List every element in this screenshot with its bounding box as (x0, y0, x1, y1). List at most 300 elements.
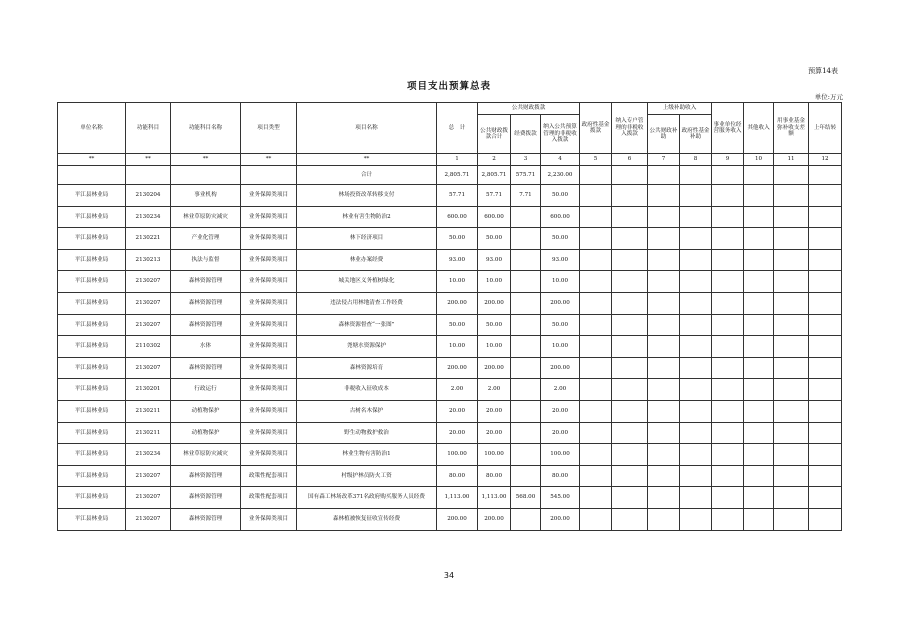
func-code-cell: 2130207 (126, 271, 171, 293)
non-tax-cell: 200.00 (541, 508, 580, 530)
empty-cell (809, 444, 842, 466)
funding-cell (511, 508, 541, 530)
header-non-tax: 纳入公共预算管理的非税收入拨款 (541, 115, 580, 154)
empty-cell (712, 444, 744, 466)
empty-cell (774, 292, 809, 314)
total-cell: 100.00 (437, 444, 478, 466)
func-name-cell: 森林资源管理 (171, 271, 241, 293)
unit-name-cell: 平江县林业局 (58, 185, 126, 207)
func-name-cell: 林业草原防灾减灾 (171, 444, 241, 466)
non-tax-cell: 50.00 (541, 314, 580, 336)
empty-cell (612, 400, 648, 422)
table-row (58, 271, 842, 293)
non-tax-cell: 10.00 (541, 271, 580, 293)
total-value-cell: 575.71 (511, 166, 541, 185)
func-name-cell: 执法与监督 (171, 249, 241, 271)
index-cell: 6 (612, 154, 648, 166)
func-name-cell: 动植物保护 (171, 400, 241, 422)
empty-cell (648, 271, 680, 293)
func-code-cell: 2130234 (126, 206, 171, 228)
func-name-cell: 事业机构 (171, 185, 241, 207)
funding-cell: 568.00 (511, 487, 541, 509)
index-cell: ** (241, 154, 297, 166)
func-code-cell: 2130207 (126, 487, 171, 509)
unit-name-cell: 平江县林业局 (58, 422, 126, 444)
project-type-cell: 业务保障类项目 (241, 185, 297, 207)
funding-cell (511, 206, 541, 228)
func-code-cell: 2130213 (126, 249, 171, 271)
empty-cell (580, 336, 612, 358)
table-row (58, 508, 842, 530)
empty-cell (744, 336, 774, 358)
funding-cell (511, 400, 541, 422)
header-carryover: 上年结转 (809, 103, 842, 154)
empty-cell (580, 422, 612, 444)
empty-cell (680, 400, 712, 422)
funding-cell: 7.71 (511, 185, 541, 207)
project-name-cell: 森林资源督查“一张图” (297, 314, 437, 336)
empty-cell (680, 357, 712, 379)
total-empty-cell (126, 166, 171, 185)
empty-cell (744, 185, 774, 207)
funding-cell (511, 249, 541, 271)
table-row (58, 465, 842, 487)
empty-cell (612, 465, 648, 487)
non-tax-cell: 20.00 (541, 422, 580, 444)
empty-cell (680, 292, 712, 314)
empty-cell (680, 314, 712, 336)
non-tax-cell: 20.00 (541, 400, 580, 422)
public-finance-total-cell: 2.00 (478, 379, 511, 401)
total-label: 合计 (297, 166, 437, 185)
index-cell: ** (126, 154, 171, 166)
empty-cell (648, 508, 680, 530)
empty-cell (612, 422, 648, 444)
project-name-cell: 野生动物救护救治 (297, 422, 437, 444)
unit-name-cell: 平江县林业局 (58, 444, 126, 466)
empty-cell (680, 379, 712, 401)
project-name-cell: 林下经济项目 (297, 228, 437, 250)
header-total: 总 计 (437, 103, 478, 154)
empty-cell (712, 185, 744, 207)
empty-cell (774, 400, 809, 422)
func-code-cell: 2130211 (126, 400, 171, 422)
empty-cell (648, 487, 680, 509)
empty-cell (612, 249, 648, 271)
funding-cell (511, 271, 541, 293)
empty-cell (648, 400, 680, 422)
project-name-cell: 林场投资改革转移支付 (297, 185, 437, 207)
empty-cell (580, 206, 612, 228)
func-code-cell: 2130207 (126, 465, 171, 487)
total-empty-cell (171, 166, 241, 185)
empty-cell (774, 379, 809, 401)
empty-cell (580, 400, 612, 422)
non-tax-cell: 545.00 (541, 487, 580, 509)
unit-name-cell: 平江县林业局 (58, 292, 126, 314)
func-name-cell: 森林资源管理 (171, 357, 241, 379)
empty-cell (680, 487, 712, 509)
table-row (58, 487, 842, 509)
empty-cell (648, 465, 680, 487)
empty-cell (580, 292, 612, 314)
table-row (58, 314, 842, 336)
empty-cell (680, 336, 712, 358)
func-name-cell: 森林资源管理 (171, 465, 241, 487)
index-row (58, 154, 842, 166)
header-func-subject: 功能科目 (126, 103, 171, 154)
form-number-label: 预算14表 (808, 67, 838, 75)
empty-cell (612, 271, 648, 293)
empty-cell (648, 249, 680, 271)
empty-cell (580, 185, 612, 207)
empty-cell (580, 444, 612, 466)
empty-cell (712, 228, 744, 250)
index-cell: 5 (580, 154, 612, 166)
project-type-cell: 业务保障类项目 (241, 206, 297, 228)
index-cell: 7 (648, 154, 680, 166)
empty-cell (809, 487, 842, 509)
empty-cell (809, 400, 842, 422)
project-type-cell: 业务保障类项目 (241, 336, 297, 358)
empty-cell (612, 336, 648, 358)
index-cell: 2 (478, 154, 511, 166)
unit-label: 单位:万元 (814, 93, 843, 101)
empty-cell (680, 444, 712, 466)
unit-name-cell: 平江县林业局 (58, 249, 126, 271)
empty-cell (712, 336, 744, 358)
total-value-cell (612, 166, 648, 185)
empty-cell (680, 185, 712, 207)
empty-cell (712, 249, 744, 271)
unit-name-cell: 平江县林业局 (58, 400, 126, 422)
index-cell: 11 (774, 154, 809, 166)
project-type-cell: 业务保障类项目 (241, 422, 297, 444)
index-cell: 3 (511, 154, 541, 166)
funding-cell (511, 379, 541, 401)
unit-name-cell: 平江县林业局 (58, 206, 126, 228)
public-finance-total-cell: 50.00 (478, 314, 511, 336)
page-title: 项目支出预算总表 (406, 81, 491, 92)
empty-cell (774, 314, 809, 336)
total-cell: 80.00 (437, 465, 478, 487)
project-name-cell: 城关地区义务植树绿化 (297, 271, 437, 293)
index-cell: 4 (541, 154, 580, 166)
empty-cell (612, 379, 648, 401)
unit-name-cell: 平江县林业局 (58, 271, 126, 293)
public-finance-total-cell: 50.00 (478, 228, 511, 250)
empty-cell (809, 314, 842, 336)
total-cell: 50.00 (437, 314, 478, 336)
header-public-finance-total: 公共财政拨款合计 (478, 115, 511, 154)
empty-cell (774, 336, 809, 358)
unit-name-cell: 平江县林业局 (58, 357, 126, 379)
public-finance-total-cell: 1,113.00 (478, 487, 511, 509)
total-cell: 1,113.00 (437, 487, 478, 509)
empty-cell (744, 379, 774, 401)
index-cell: 1 (437, 154, 478, 166)
empty-cell (612, 185, 648, 207)
total-empty-cell (241, 166, 297, 185)
empty-cell (712, 379, 744, 401)
funding-cell (511, 357, 541, 379)
empty-cell (648, 292, 680, 314)
total-cell: 10.00 (437, 336, 478, 358)
empty-cell (712, 206, 744, 228)
empty-cell (712, 292, 744, 314)
total-value-cell (648, 166, 680, 185)
empty-cell (809, 271, 842, 293)
empty-cell (774, 249, 809, 271)
total-value-cell (680, 166, 712, 185)
func-code-cell: 2130207 (126, 357, 171, 379)
unit-name-cell: 平江县林业局 (58, 508, 126, 530)
project-name-cell: 森林植被恢复征收宣传经费 (297, 508, 437, 530)
project-type-cell: 业务保障类项目 (241, 292, 297, 314)
func-code-cell: 2130211 (126, 422, 171, 444)
empty-cell (580, 249, 612, 271)
public-finance-total-cell: 200.00 (478, 292, 511, 314)
header-funding: 经费拨款 (511, 115, 541, 154)
project-name-cell: 尧塘水资源保护 (297, 336, 437, 358)
empty-cell (744, 271, 774, 293)
empty-cell (612, 508, 648, 530)
func-code-cell: 2130207 (126, 314, 171, 336)
empty-cell (680, 206, 712, 228)
funding-cell (511, 292, 541, 314)
total-cell: 200.00 (437, 508, 478, 530)
table-row (58, 228, 842, 250)
project-type-cell: 业务保障类项目 (241, 314, 297, 336)
header-project-type: 项目类型 (241, 103, 297, 154)
project-type-cell: 业务保障类项目 (241, 228, 297, 250)
unit-name-cell: 平江县林业局 (58, 379, 126, 401)
empty-cell (580, 228, 612, 250)
empty-cell (774, 487, 809, 509)
empty-cell (774, 357, 809, 379)
project-type-cell: 政策性配套项目 (241, 465, 297, 487)
non-tax-cell: 100.00 (541, 444, 580, 466)
non-tax-cell: 10.00 (541, 336, 580, 358)
header-public-finance: 公共财政拨款 (478, 103, 580, 115)
empty-cell (744, 314, 774, 336)
total-value-cell: 2,230.00 (541, 166, 580, 185)
project-type-cell: 业务保障类项目 (241, 444, 297, 466)
empty-cell (612, 444, 648, 466)
unit-name-cell: 平江县林业局 (58, 487, 126, 509)
total-empty-cell (58, 166, 126, 185)
public-finance-total-cell: 200.00 (478, 508, 511, 530)
non-tax-cell: 80.00 (541, 465, 580, 487)
empty-cell (744, 249, 774, 271)
public-finance-total-cell: 200.00 (478, 357, 511, 379)
total-cell: 200.00 (437, 292, 478, 314)
project-type-cell: 业务保障类项目 (241, 249, 297, 271)
total-value-cell (774, 166, 809, 185)
table-row (58, 185, 842, 207)
total-value-cell: 2,805.71 (478, 166, 511, 185)
project-name-cell: 古树名木保护 (297, 400, 437, 422)
table-row (58, 422, 842, 444)
funding-cell (511, 314, 541, 336)
header-special-fiscal: 纳入专户管理的非税收入拨款 (612, 103, 648, 154)
empty-cell (580, 508, 612, 530)
project-type-cell: 业务保障类项目 (241, 400, 297, 422)
empty-cell (712, 422, 744, 444)
empty-cell (712, 271, 744, 293)
empty-cell (712, 465, 744, 487)
empty-cell (774, 508, 809, 530)
funding-cell (511, 465, 541, 487)
funding-cell (511, 422, 541, 444)
empty-cell (809, 185, 842, 207)
func-name-cell: 产业化管理 (171, 228, 241, 250)
empty-cell (648, 185, 680, 207)
index-cell: 12 (809, 154, 842, 166)
func-name-cell: 林业草原防灾减灾 (171, 206, 241, 228)
func-name-cell: 动植物保护 (171, 422, 241, 444)
func-name-cell: 森林资源管理 (171, 314, 241, 336)
empty-cell (712, 487, 744, 509)
total-value-cell (712, 166, 744, 185)
empty-cell (809, 357, 842, 379)
total-cell: 20.00 (437, 400, 478, 422)
empty-cell (809, 336, 842, 358)
public-finance-total-cell: 20.00 (478, 422, 511, 444)
non-tax-cell: 600.00 (541, 206, 580, 228)
non-tax-cell: 200.00 (541, 357, 580, 379)
header-business-income: 事业单位经营服务收入 (712, 103, 744, 154)
empty-cell (612, 357, 648, 379)
index-cell: ** (58, 154, 126, 166)
table-row (58, 292, 842, 314)
empty-cell (712, 314, 744, 336)
empty-cell (680, 271, 712, 293)
func-name-cell: 行政运行 (171, 379, 241, 401)
header-fund-compensation: 用事业基金弥补收支差额 (774, 103, 809, 154)
total-cell: 50.00 (437, 228, 478, 250)
header-project-name: 项目名称 (297, 103, 437, 154)
func-code-cell: 2130221 (126, 228, 171, 250)
index-cell: 8 (680, 154, 712, 166)
empty-cell (712, 357, 744, 379)
func-code-cell: 2130201 (126, 379, 171, 401)
total-cell: 200.00 (437, 357, 478, 379)
index-cell: 10 (744, 154, 774, 166)
funding-cell (511, 228, 541, 250)
non-tax-cell: 50.00 (541, 185, 580, 207)
empty-cell (648, 422, 680, 444)
total-value-cell: 2,805.71 (437, 166, 478, 185)
empty-cell (809, 379, 842, 401)
unit-name-cell: 平江县林业局 (58, 465, 126, 487)
empty-cell (580, 357, 612, 379)
table-row (58, 206, 842, 228)
func-code-cell: 2110302 (126, 336, 171, 358)
funding-cell (511, 444, 541, 466)
header-unit-name: 单位名称 (58, 103, 126, 154)
total-cell: 2.00 (437, 379, 478, 401)
unit-name-cell: 平江县林业局 (58, 228, 126, 250)
empty-cell (580, 487, 612, 509)
public-finance-total-cell: 100.00 (478, 444, 511, 466)
empty-cell (712, 508, 744, 530)
non-tax-cell: 200.00 (541, 292, 580, 314)
empty-cell (680, 249, 712, 271)
total-value-cell (809, 166, 842, 185)
empty-cell (744, 357, 774, 379)
table-row (58, 357, 842, 379)
func-code-cell: 2130207 (126, 292, 171, 314)
empty-cell (648, 444, 680, 466)
unit-name-cell: 平江县林业局 (58, 314, 126, 336)
total-cell: 600.00 (437, 206, 478, 228)
empty-cell (680, 508, 712, 530)
project-name-cell: 林业生物有害防治1 (297, 444, 437, 466)
func-code-cell: 2130234 (126, 444, 171, 466)
total-cell: 20.00 (437, 422, 478, 444)
project-type-cell: 政策性配套项目 (241, 487, 297, 509)
empty-cell (809, 422, 842, 444)
empty-cell (744, 487, 774, 509)
non-tax-cell: 93.00 (541, 249, 580, 271)
func-name-cell: 森林资源管理 (171, 487, 241, 509)
total-cell: 57.71 (437, 185, 478, 207)
empty-cell (580, 271, 612, 293)
header-superior-subsidy: 上级补助收入 (648, 103, 712, 115)
table-row (58, 400, 842, 422)
empty-cell (612, 206, 648, 228)
empty-cell (744, 465, 774, 487)
empty-cell (580, 379, 612, 401)
unit-name-cell: 平江县林业局 (58, 336, 126, 358)
project-name-cell: 村级护林员防火工资 (297, 465, 437, 487)
project-name-cell: 林业有害生物防治2 (297, 206, 437, 228)
empty-cell (744, 508, 774, 530)
empty-cell (648, 206, 680, 228)
empty-cell (744, 400, 774, 422)
project-type-cell: 业务保障类项目 (241, 271, 297, 293)
funding-cell (511, 336, 541, 358)
empty-cell (680, 228, 712, 250)
empty-cell (580, 465, 612, 487)
public-finance-total-cell: 20.00 (478, 400, 511, 422)
index-cell: ** (297, 154, 437, 166)
total-row (58, 166, 842, 185)
non-tax-cell: 50.00 (541, 228, 580, 250)
header-public-subsidy: 公共财政补助 (648, 115, 680, 154)
header-func-subject-name: 功能科目名称 (171, 103, 241, 154)
project-name-cell: 林业办案经费 (297, 249, 437, 271)
empty-cell (648, 228, 680, 250)
table-row (58, 444, 842, 466)
empty-cell (774, 206, 809, 228)
empty-cell (809, 508, 842, 530)
empty-cell (744, 292, 774, 314)
func-name-cell: 森林资源管理 (171, 292, 241, 314)
empty-cell (809, 249, 842, 271)
total-value-cell (580, 166, 612, 185)
empty-cell (809, 292, 842, 314)
empty-cell (744, 206, 774, 228)
public-finance-total-cell: 10.00 (478, 271, 511, 293)
header-other-income: 其他收入 (744, 103, 774, 154)
empty-cell (744, 422, 774, 444)
project-name-cell: 违法侵占用林地清查工作经费 (297, 292, 437, 314)
header-gov-fund: 政府性基金拨款 (580, 103, 612, 154)
empty-cell (774, 465, 809, 487)
public-finance-total-cell: 80.00 (478, 465, 511, 487)
